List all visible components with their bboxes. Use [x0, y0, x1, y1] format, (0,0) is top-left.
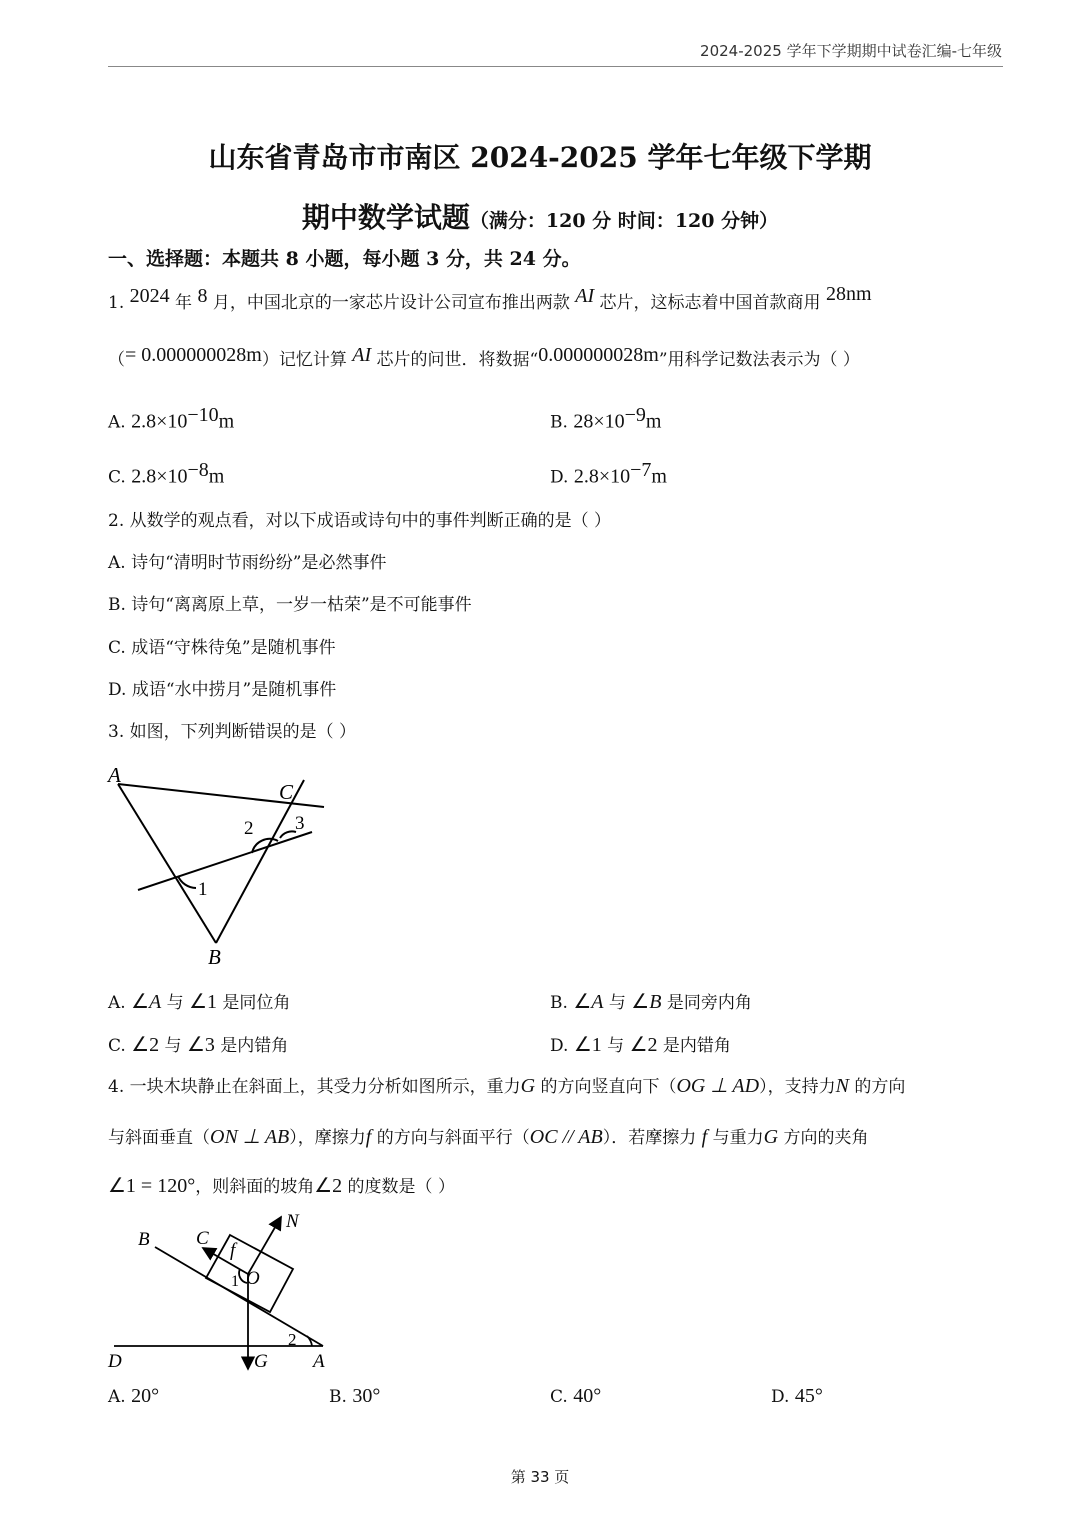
q4-var: N [835, 1075, 849, 1097]
q1-text: （ [108, 350, 125, 370]
option-text: 是内错角 [214, 1036, 289, 1056]
q4-text: ），摩擦力 [289, 1128, 366, 1148]
option-text: 是同旁内角 [661, 993, 752, 1013]
q3-option-c [108, 1031, 288, 1057]
option-text: 与 [603, 993, 632, 1013]
option-label: A. [108, 993, 126, 1013]
q3-option-b [550, 988, 752, 1014]
point-b-label: B [208, 945, 221, 969]
transversal-line [138, 832, 312, 890]
option-base: 2.8×10 [573, 465, 631, 488]
section-heading: 一、选择题：本题共 8 小题，每小题 3 分，共 24 分。 [108, 248, 581, 270]
header-rule [108, 66, 1003, 67]
q4-var: f [365, 1126, 372, 1148]
angle-symbol: ∠ [631, 991, 650, 1013]
q1-option-a [108, 404, 234, 434]
option-label: D. [550, 467, 569, 488]
q1-text: 月，中国北京的一家芯片设计公司宣布推出两款 [207, 293, 576, 313]
exam-title-main: 期中数学试题 [301, 201, 470, 234]
option-label: A. [108, 1387, 126, 1407]
q2-stem: 2. 从数学的观点看，对以下成语或诗句中的事件判断正确的是（ ） [108, 511, 612, 531]
point-g-label: G [254, 1351, 268, 1372]
option-exp: −9 [624, 404, 646, 426]
option-label: B. [550, 412, 568, 433]
q4-incline-figure [100, 1205, 350, 1375]
point-b-label: B [138, 1229, 150, 1250]
q1-number: 1. [108, 293, 125, 313]
option-value: 20° [131, 1385, 160, 1407]
q4-option-a [108, 1385, 159, 1408]
point-d-label: D [108, 1351, 122, 1372]
q1-text: ”用科学记数法表示为（ ） [658, 350, 860, 370]
q1-line2 [108, 346, 860, 373]
q4-line1 [108, 1073, 905, 1100]
option-exp: −7 [630, 459, 652, 481]
q4-text: 的方向与斜面平行（ [371, 1128, 530, 1148]
q4-var: f [701, 1126, 708, 1148]
angle-symbol: ∠1 [573, 1034, 602, 1056]
q1-text: 年 [169, 293, 198, 313]
q1-line1 [108, 283, 872, 316]
q3-triangle-figure [100, 758, 340, 973]
q2-option-d: D. 成语“水中捞月”是随机事件 [108, 680, 337, 700]
angle-var: A [591, 991, 604, 1013]
q4-text: 与斜面垂直（ [108, 1128, 210, 1148]
q4-text: 的度数是（ ） [342, 1177, 455, 1197]
angle-symbol: ∠3 [186, 1034, 215, 1056]
q2-option-a: A. 诗句“清明时节雨纷纷”是必然事件 [108, 553, 387, 573]
angle-symbol: ∠2 [629, 1034, 658, 1056]
q4-math: ∠1 = 120° [108, 1175, 196, 1197]
point-c-label: C [279, 780, 294, 804]
q2-option-b: B. 诗句“离离原上草，一岁一枯荣”是不可能事件 [108, 595, 472, 615]
friction-f-label: f [230, 1240, 236, 1261]
option-unit: m [645, 410, 662, 433]
point-a-label: A [108, 763, 121, 787]
q1-number-value: 0.000000028m [538, 344, 659, 366]
option-base: 2.8×10 [131, 465, 188, 488]
q3-option-d [550, 1031, 731, 1057]
option-label: A. [108, 412, 126, 433]
option-unit: m [208, 465, 225, 488]
q1-ai: AI [575, 285, 595, 307]
q1-option-d [550, 459, 667, 489]
q1-month: 8 [197, 285, 208, 307]
q3-stem: 3. 如图，下列判断错误的是（ ） [108, 722, 357, 742]
q2-option-c: C. 成语“守株待兔”是随机事件 [108, 638, 336, 658]
running-header: 2024-2025 学年下学期期中试卷汇编-七年级 [700, 42, 1002, 60]
exam-title-line1: 山东省青岛市市南区 2024-2025 学年七年级下学期 [208, 141, 872, 174]
angle-var: B [649, 991, 662, 1013]
option-exp: −10 [187, 404, 219, 426]
q4-text: 方向的夹角 [778, 1128, 869, 1148]
q4-line3 [108, 1173, 455, 1200]
q4-text: ），支持力 [759, 1077, 836, 1097]
q1-text: 芯片的问世．将数据“ [371, 350, 539, 370]
q3-option-a [108, 988, 290, 1014]
angle-symbol: ∠ [131, 991, 150, 1013]
point-n-label: N [286, 1211, 299, 1232]
option-value: 45° [794, 1385, 823, 1407]
option-label: C. [108, 467, 126, 488]
angle-3-arc [280, 831, 296, 838]
option-value: 40° [573, 1385, 602, 1407]
q4-math: ∠2 [314, 1175, 343, 1197]
option-base: 2.8×10 [131, 410, 188, 433]
option-label: D. [550, 1036, 569, 1056]
q4-option-b [329, 1385, 380, 1408]
angle-2-arc [307, 1336, 312, 1346]
option-label: C. [108, 1036, 126, 1056]
option-label: C. [550, 1387, 568, 1407]
q4-var: G [763, 1126, 779, 1148]
option-text: 与 [601, 1036, 630, 1056]
angle-1-label: 1 [231, 1273, 239, 1290]
option-unit: m [651, 465, 667, 488]
q4-math: ON ⊥ AB [210, 1126, 290, 1148]
q1-equation: = 0.000000028m [125, 344, 262, 366]
q1-28nm: 28nm [825, 283, 872, 305]
angle-2-label: 2 [244, 818, 254, 839]
option-unit: m [218, 410, 235, 433]
q1-option-b [550, 404, 661, 434]
q4-text: ）．若摩擦力 [602, 1128, 702, 1148]
option-text: 与 [161, 993, 190, 1013]
option-base: 28×10 [573, 410, 625, 433]
option-label: D. [771, 1387, 790, 1407]
angle-symbol: ∠2 [131, 1034, 160, 1056]
angle-symbol: ∠ [573, 991, 592, 1013]
q4-math: OC // AB [529, 1126, 603, 1148]
page-number: 第 33 页 [510, 1468, 570, 1486]
q1-text: ）记忆计算 [261, 350, 353, 370]
q1-year: 2024 [129, 285, 170, 307]
q4-text: 的方向竖直向下（ [535, 1077, 677, 1097]
angle-3-label: 3 [295, 813, 305, 834]
normal-force-arrow [248, 1217, 281, 1274]
angle-symbol: ∠1 [189, 991, 217, 1013]
line-ab [118, 784, 216, 943]
point-o-label: O [246, 1268, 260, 1289]
angle-2-label: 2 [288, 1330, 297, 1349]
q4-var: G [520, 1075, 536, 1097]
option-text: 是内错角 [657, 1036, 731, 1056]
line-ac [118, 784, 324, 807]
option-label: B. [550, 993, 568, 1013]
line-bc-extended [216, 780, 304, 943]
option-text: 与 [159, 1036, 187, 1056]
q4-text: 4. 一块木块静止在斜面上，其受力分析如图所示，重力 [108, 1077, 521, 1097]
option-exp: −8 [187, 459, 209, 481]
exam-title-line2 [0, 196, 1080, 236]
option-label: B. [329, 1387, 347, 1407]
option-text: 是同位角 [217, 993, 291, 1013]
point-a-label: A [313, 1351, 325, 1372]
q4-line2 [108, 1124, 868, 1151]
angle-1-label: 1 [198, 879, 208, 900]
q4-option-d [771, 1385, 823, 1408]
angle-var: A [149, 991, 162, 1013]
q4-text: 的方向 [848, 1077, 906, 1097]
q1-option-c [108, 459, 224, 489]
q1-text: 芯片，这标志着中国首款商用 [594, 293, 826, 313]
q4-option-c [550, 1385, 601, 1408]
q4-math: OG ⊥ AD [676, 1075, 760, 1097]
exam-title-note: （满分：120 分 时间：120 分钟） [469, 210, 779, 232]
point-c-label: C [196, 1228, 209, 1249]
option-value: 30° [352, 1385, 381, 1407]
q4-text: ，则斜面的坡角 [195, 1177, 315, 1197]
q1-ai: AI [352, 344, 372, 366]
q4-text: 与重力 [707, 1128, 764, 1148]
